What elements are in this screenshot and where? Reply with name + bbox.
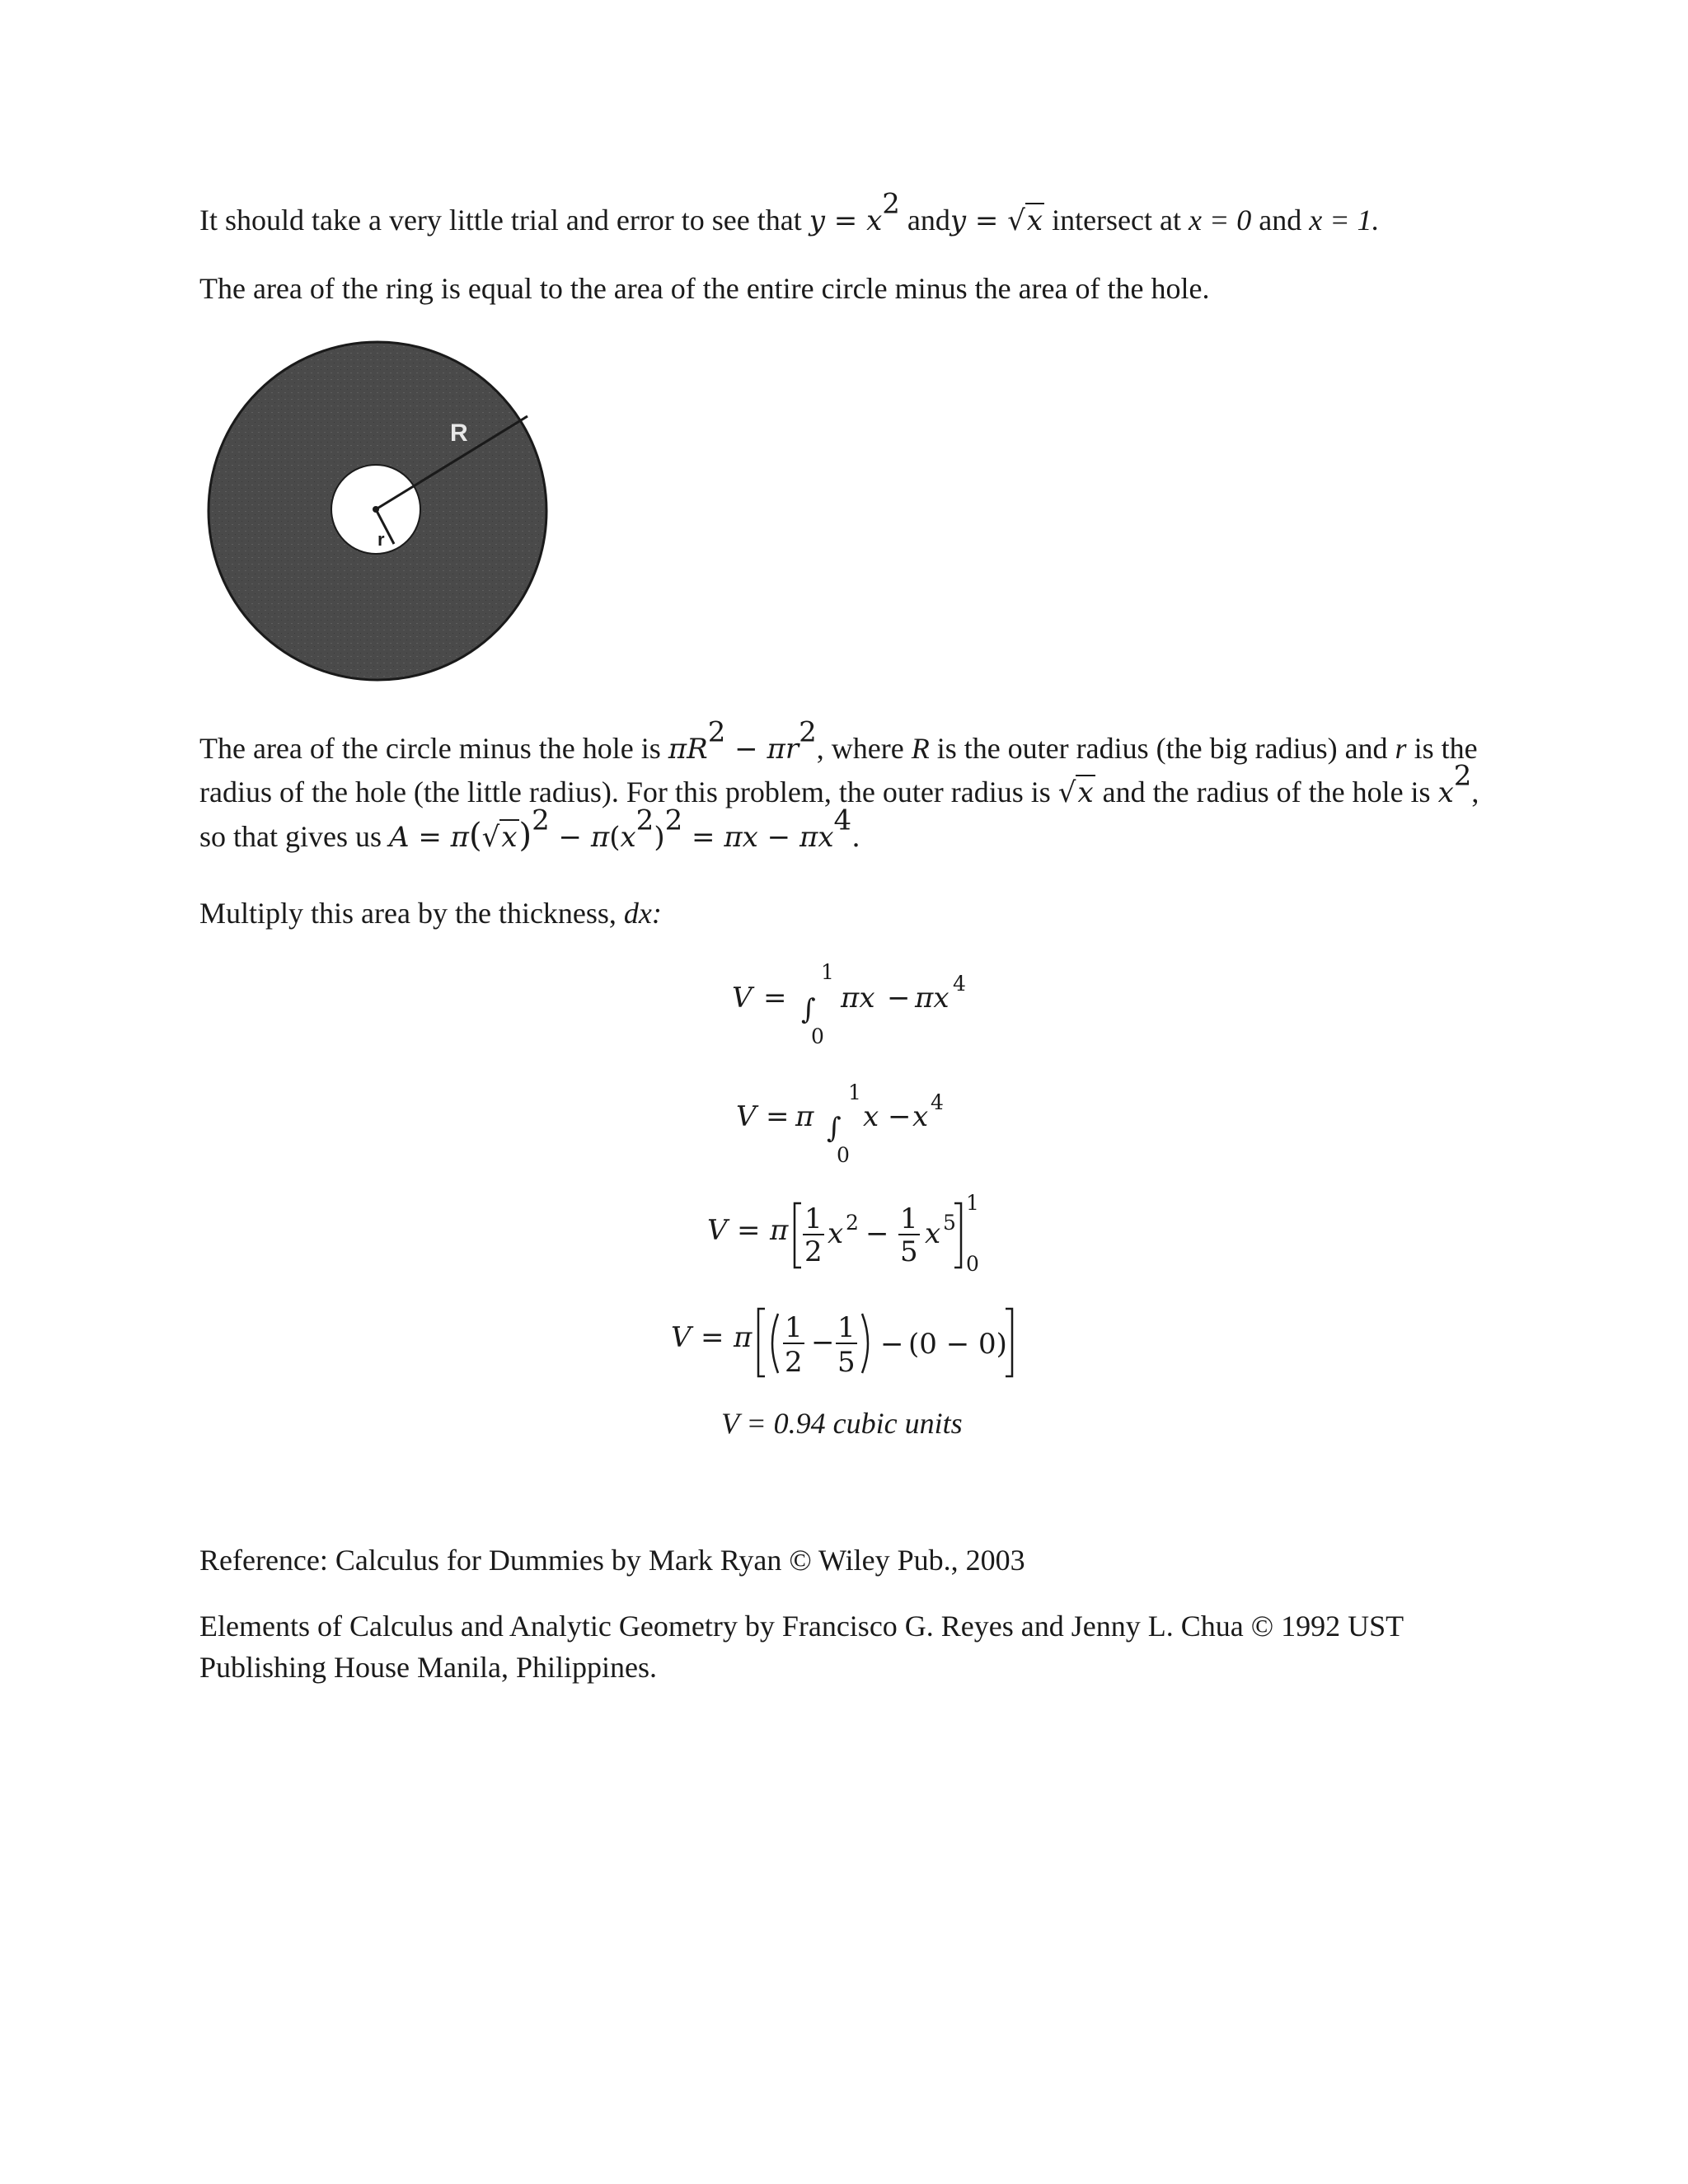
svg-text:1: 1 [900,1202,918,1235]
svg-text:=: = [763,982,787,1015]
svg-text:π: π [795,1100,814,1133]
svg-text:1: 1 [848,1080,861,1104]
outer-radius-label: R [450,419,468,447]
svg-text:=: = [737,1214,761,1247]
svg-text:0: 0 [966,1252,979,1276]
svg-text:π: π [770,1214,789,1247]
volume-result: V = 0.94 cubic units [721,1407,963,1440]
integral-equation-1 [725,956,989,1047]
svg-text:−: − [888,1100,912,1133]
svg-text:∫: ∫ [801,993,816,1026]
svg-text:V: V [736,1100,757,1133]
area-formula-paragraph: The area of the circle minus the hole is $\pi R^2 - \pi r^2$, where R is the outer radius (the big radius) and r is the radius of the hole (the little radius). For this problem, the outer radius is √x and the radius of the hole is $x^2$, so that gives us $A = \pi(√x)^2 - \pi(x^2)^2 = \pi x - \pi x^4$. [199,715,1479,855]
sqrt-x: √x [1007,204,1043,237]
svg-text:−: − [887,982,911,1015]
svg-text:1: 1 [804,1202,823,1235]
ring-area-paragraph: The area of the ring is equal to the area of the entire circle minus the area of the hole. [199,272,1210,305]
svg-text:V: V [707,1214,728,1247]
intersection-paragraph: It should take a very little trial and error to see that $y = x^2$ andy = √x intersect at x = 0 and x = 1. [199,187,1380,237]
svg-text:2: 2 [785,1346,803,1379]
antiderivative-equation [707,1188,987,1279]
svg-text:5: 5 [900,1235,918,1268]
evaluation-equation [671,1302,1025,1385]
svg-text:5: 5 [943,1211,956,1235]
svg-text:1: 1 [837,1311,856,1344]
svg-text:−: − [811,1326,835,1359]
svg-text:−: − [880,1328,904,1361]
svg-text:0: 0 [837,1143,850,1167]
svg-text:x: x [828,1217,844,1250]
svg-text:πx: πx [915,982,950,1015]
svg-text:x: x [863,1100,879,1133]
thickness-paragraph: Multiply this area by the thickness, dx: [199,897,662,930]
svg-text:2: 2 [846,1211,859,1235]
svg-text:2: 2 [804,1235,823,1268]
svg-text:−: − [865,1217,889,1250]
svg-text:5: 5 [837,1346,856,1379]
svg-text:V: V [671,1321,692,1354]
svg-text:=: = [701,1321,724,1354]
svg-text:0: 0 [811,1024,824,1048]
washer-diagram [204,338,551,684]
svg-text:(0 − 0): (0 − 0) [908,1328,1007,1361]
reference-1: Reference: Calculus for Dummies by Mark Ryan © Wiley Pub., 2003 [199,1544,1025,1577]
svg-text:V: V [732,982,753,1015]
svg-text:π: π [734,1321,753,1354]
svg-text:1: 1 [966,1191,979,1215]
reference-2: Elements of Calculus and Analytic Geometry by Francisco G. Reyes and Jenny L. Chua © 1992 UST Publishing House Manila, Philippines. [199,1610,1404,1684]
integral-equation-2 [736,1076,983,1167]
svg-text:1: 1 [821,960,834,984]
svg-text:1: 1 [785,1311,803,1344]
svg-text:πx: πx [841,982,875,1015]
svg-text:∫: ∫ [827,1112,842,1145]
inner-radius-label: r [377,529,385,550]
eq-y-x-squared: y [809,204,825,237]
svg-text:x: x [912,1100,929,1133]
svg-text:4: 4 [953,972,966,996]
svg-text:=: = [766,1100,790,1133]
svg-text:x: x [925,1217,941,1250]
svg-text:4: 4 [931,1090,944,1114]
